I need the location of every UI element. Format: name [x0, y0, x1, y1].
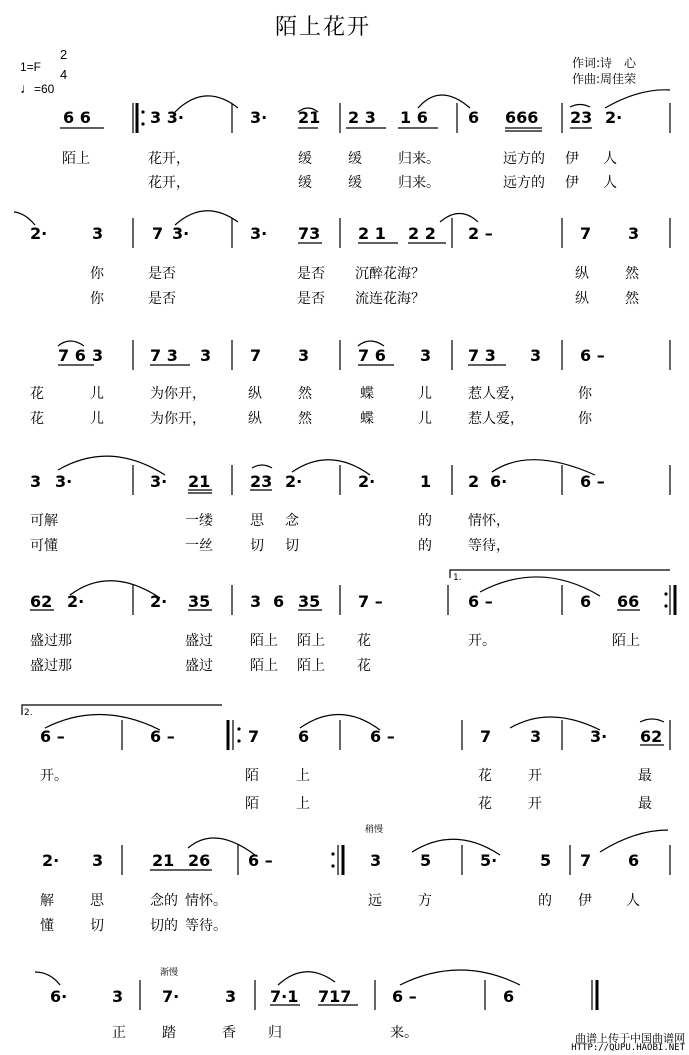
note-group: 21 [152, 851, 175, 870]
lyric: 惹人爱， [468, 386, 524, 402]
lyric: 纵 [248, 386, 262, 402]
lyric: 蝶 [360, 411, 374, 427]
lyric: 缓 [298, 175, 312, 191]
lyric: 人 [603, 151, 617, 167]
note-group: 3 [298, 346, 310, 365]
lyric: 盛过 [185, 633, 213, 649]
note-group: 3 [530, 727, 542, 746]
note-group: 21 [298, 108, 321, 127]
note-group: 3 [112, 987, 124, 1006]
note-group: 2· [67, 592, 85, 611]
lyric: 花 [478, 768, 492, 784]
lyric: 远方的 [503, 151, 545, 167]
note-group: 3 [92, 224, 104, 243]
note-group: 23 [250, 472, 273, 491]
lyric: 然 [625, 291, 639, 307]
note-group: 23 [570, 108, 593, 127]
note-group: 7 [248, 727, 260, 746]
lyric: 人 [626, 893, 640, 909]
note-group: 3 [92, 346, 104, 365]
note-group: 35 [298, 592, 321, 611]
note-group: 7 6 [58, 346, 86, 365]
lyric: 正 [112, 1025, 126, 1041]
note-group: 3 [30, 472, 42, 491]
lyric: 的 [418, 513, 432, 529]
lyric: 是否 [148, 291, 176, 307]
note-group: 6 – [580, 346, 605, 365]
lyric: 儿 [90, 411, 104, 427]
note-group: 2· [42, 851, 60, 870]
lyric: 解 [40, 893, 54, 909]
lyric: 一缕 [185, 513, 213, 529]
note-group: 6· [490, 472, 508, 491]
lyric: 然 [625, 266, 639, 282]
note-group: 6 [273, 592, 285, 611]
lyric: 你 [90, 266, 104, 282]
key-signature: 1=F [20, 60, 42, 74]
lyric: 最 [638, 768, 652, 784]
note-group: 7 3 [468, 346, 496, 365]
note-group: 3 [92, 851, 104, 870]
note-group: 6 [298, 727, 310, 746]
note-group: 7 [152, 224, 164, 243]
note-group: 3 [370, 851, 382, 870]
note-group: 666 [505, 108, 539, 127]
note-group: 6 – [150, 727, 175, 746]
note-group: 7·1 [270, 987, 299, 1006]
lyric: 可解 [30, 513, 58, 529]
lyric: 伊 [565, 175, 579, 191]
lyric: 陌上 [297, 658, 325, 674]
lyric: 方 [418, 893, 432, 909]
lyric: 然 [298, 411, 312, 427]
note-group: 1 6 [400, 108, 428, 127]
note-group: 6 – [370, 727, 395, 746]
lyric: 念的 [150, 893, 178, 909]
lyricist-credit: 作词:诗 心 [572, 56, 637, 70]
note-group: 6 – [468, 592, 493, 611]
lyric: 伊 [565, 151, 579, 167]
note-group: 3 [530, 346, 542, 365]
lyric: 开 [528, 796, 542, 812]
note-group: 6 [468, 108, 480, 127]
lyric: 你 [578, 411, 592, 427]
lyric: 儿 [418, 386, 432, 402]
lyric: 上 [296, 768, 310, 784]
lyric: 远 [368, 893, 382, 909]
note-group: 7 [480, 727, 492, 746]
lyric: 你 [90, 291, 104, 307]
note-group: 73 [298, 224, 321, 243]
note-group: 3· [590, 727, 608, 746]
note-group: 3· [250, 108, 268, 127]
lyric: 缓 [348, 151, 362, 167]
lyric: 来。 [390, 1025, 418, 1041]
direction-slightly-slower: 稍慢 [365, 825, 384, 835]
time-signature-top: 2 [60, 47, 68, 62]
lyric: 一丝 [185, 538, 213, 554]
lyric: 思 [90, 893, 104, 909]
lyric: 花开， [148, 151, 190, 167]
note-group: 2· [285, 472, 303, 491]
lyric: 陌上 [297, 633, 325, 649]
note-group: 5· [480, 851, 498, 870]
lyric: 沉醉花海？ [355, 266, 425, 282]
watermark-line2: HTTP://QUPU.HAOBI.NET [571, 1043, 685, 1053]
lyric: 流连花海？ [355, 291, 425, 307]
note-group: 2· [150, 592, 168, 611]
lyric: 纵 [575, 291, 589, 307]
lyric: 盛过那 [30, 658, 72, 674]
note-group: 2 3 [348, 108, 376, 127]
lyric: 切 [250, 538, 264, 554]
note-group: 6· [50, 987, 68, 1006]
note-group: 66 [617, 592, 640, 611]
lyric: 情怀， [468, 513, 510, 529]
note-group: 5 [540, 851, 552, 870]
note-group: 5 [420, 851, 432, 870]
lyric: 的 [418, 538, 432, 554]
lyric: 陌上 [250, 633, 278, 649]
lyric: 儿 [90, 386, 104, 402]
note-group: 3· [55, 472, 73, 491]
note-group: 3 3· [150, 108, 184, 127]
note-group: 62 [30, 592, 53, 611]
lyric: 等待。 [185, 918, 227, 934]
note-group: 7· [162, 987, 180, 1006]
second-ending-label: 2. [24, 708, 33, 718]
note-group: 2 1 [358, 224, 386, 243]
first-ending-label: 1. [453, 573, 462, 583]
note-group: 3 [420, 346, 432, 365]
note-group: 6 [503, 987, 515, 1006]
composer-credit: 作曲:周佳荣 [572, 72, 637, 86]
lyric: 香 [222, 1025, 236, 1041]
lyric: 最 [638, 796, 652, 812]
lyric: 的 [538, 893, 552, 909]
lyric: 为你开， [150, 411, 206, 427]
lyric: 归来。 [398, 151, 440, 167]
note-group: 2 2 [408, 224, 436, 243]
time-signature-bottom: 4 [60, 67, 68, 82]
note-group: 26 [188, 851, 211, 870]
note-group: 3 [628, 224, 640, 243]
lyric: 等待， [468, 538, 510, 554]
watermark-line1: 曲谱上传于中国曲谱网 [575, 1032, 685, 1045]
tempo-value: =60 [34, 82, 55, 96]
page-title: 陌上花开 [275, 15, 372, 40]
lyric: 情怀。 [185, 893, 227, 909]
lyric: 花 [30, 411, 44, 427]
note-group: 2· [358, 472, 376, 491]
lyric: 你 [578, 386, 592, 402]
lyric: 上 [296, 796, 310, 812]
lyric: 缓 [298, 151, 312, 167]
note-group: 2· [605, 108, 623, 127]
note-group: 6 – [248, 851, 273, 870]
lyric: 懂 [40, 918, 54, 934]
lyric: 花 [357, 633, 371, 649]
note-group: 6 – [40, 727, 65, 746]
lyric: 远方的 [503, 175, 545, 191]
note-group: 6 – [580, 472, 605, 491]
lyric: 陌上 [612, 633, 640, 649]
note-group: 1 [420, 472, 432, 491]
lyric: 纵 [248, 411, 262, 427]
lyric: 切 [90, 918, 104, 934]
lyric: 是否 [148, 266, 176, 282]
lyric: 归来。 [398, 175, 440, 191]
note-group: 3 [225, 987, 237, 1006]
note-group: 7 – [358, 592, 383, 611]
note-group: 6 6 [63, 108, 91, 127]
note-group: 2· [30, 224, 48, 243]
lyric: 然 [298, 386, 312, 402]
lyric: 盛过 [185, 658, 213, 674]
lyric: 切的 [150, 918, 178, 934]
note-group: 3· [150, 472, 168, 491]
note-group: 3 [200, 346, 212, 365]
lyric: 花 [478, 796, 492, 812]
note-group: 3· [250, 224, 268, 243]
note-group: 6 [628, 851, 640, 870]
lyric: 人 [603, 175, 617, 191]
lyric: 花 [357, 658, 371, 674]
lyric: 陌 [245, 768, 259, 784]
lyric: 为你开， [150, 386, 206, 402]
lyric: 陌 [245, 796, 259, 812]
note-group: 3 [250, 592, 262, 611]
lyric: 踏 [162, 1025, 176, 1041]
lyric: 陌上 [62, 151, 90, 167]
note-group: 7 3 [150, 346, 178, 365]
lyric: 开 [528, 768, 542, 784]
lyric: 陌上 [250, 658, 278, 674]
lyric: 可懂 [30, 538, 58, 554]
lyric: 切 [285, 538, 299, 554]
lyric: 惹人爱， [468, 411, 524, 427]
note-group: 717 [318, 987, 352, 1006]
note-group: 3· [172, 224, 190, 243]
note-group: 7 [580, 851, 592, 870]
lyric: 盛过那 [30, 633, 72, 649]
direction-ritardando: 渐慢 [160, 968, 179, 978]
lyric: 念 [285, 513, 299, 529]
note-group: 6 [580, 592, 592, 611]
note-group: 21 [188, 472, 211, 491]
lyric: 花 [30, 386, 44, 402]
lyric: 花开， [148, 175, 190, 191]
note-group: 7 6 [358, 346, 386, 365]
lyric: 是否 [297, 291, 325, 307]
note-group: 7 [250, 346, 262, 365]
quarter-note-icon: ♩ [20, 80, 34, 96]
note-group: 2 [468, 472, 480, 491]
lyric: 纵 [575, 266, 589, 282]
note-group: 35 [188, 592, 211, 611]
lyric: 开。 [468, 633, 496, 649]
lyric: 思 [250, 513, 264, 529]
lyric: 是否 [297, 266, 325, 282]
lyric: 儿 [418, 411, 432, 427]
note-group: 2 – [468, 224, 493, 243]
lyric: 伊 [578, 893, 592, 909]
lyric: 蝶 [360, 386, 374, 402]
lyric: 归 [268, 1025, 282, 1041]
lyric: 开。 [40, 768, 68, 784]
note-group: 7 [580, 224, 592, 243]
lyric: 缓 [348, 175, 362, 191]
note-group: 62 [640, 727, 663, 746]
note-group: 6 – [392, 987, 417, 1006]
